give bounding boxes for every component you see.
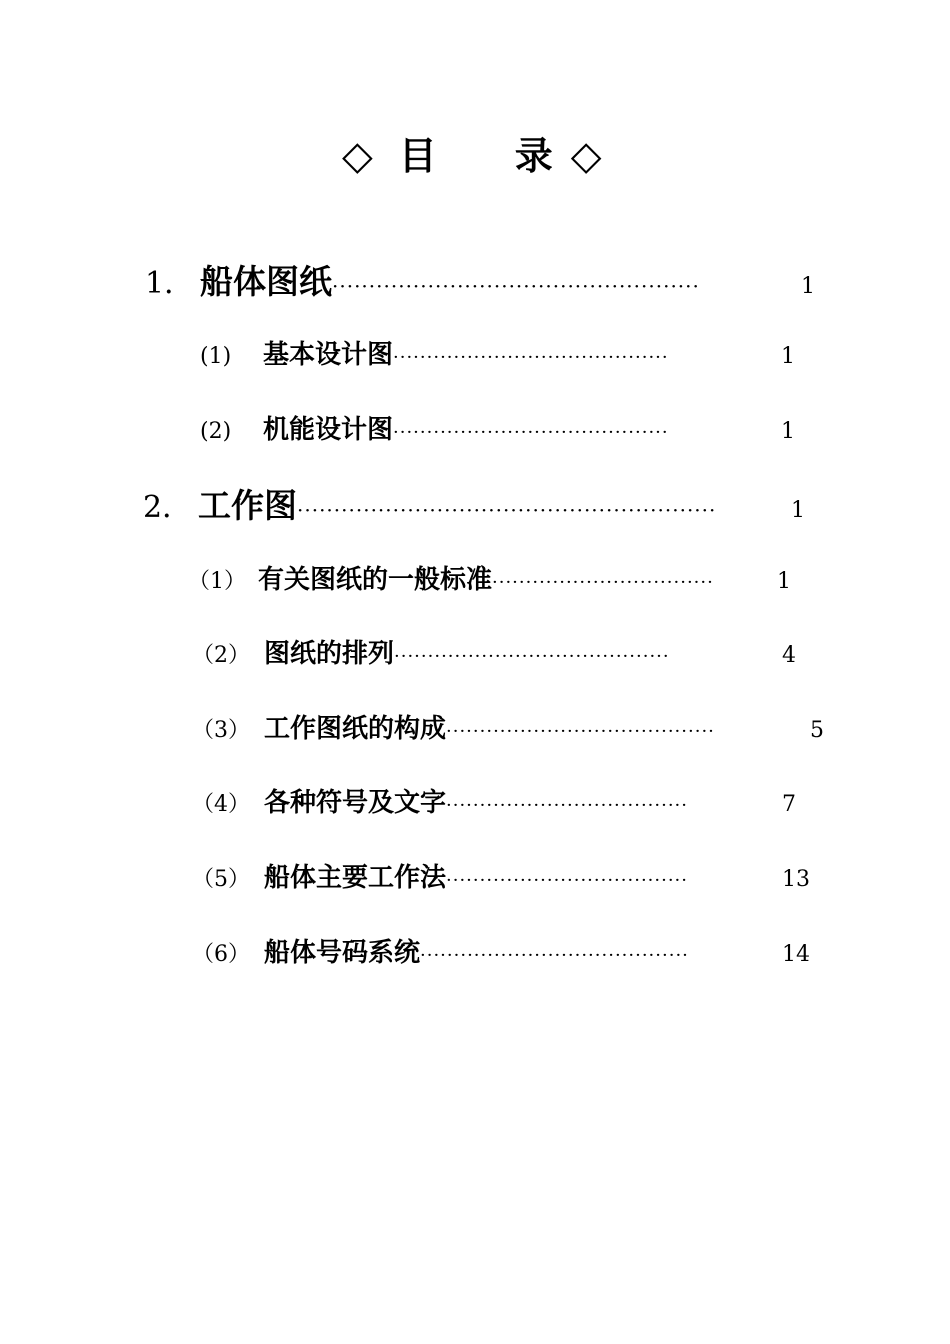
toc-entry-number: （1） (188, 569, 246, 594)
toc-entry-1-1[interactable] (200, 334, 795, 372)
toc-title (342, 128, 642, 184)
toc-leader-dots: ········································· (393, 347, 669, 368)
toc-entry-number: (1) (200, 344, 232, 369)
toc-entry-number: （5） (192, 867, 250, 892)
toc-entry-2-5[interactable] (192, 857, 810, 895)
toc-entry-number: （2） (192, 643, 250, 668)
toc-entry-number: （4） (192, 792, 250, 817)
toc-entry-label: 图纸的排列 (264, 639, 395, 669)
toc-leader-dots: ········································ (420, 945, 689, 966)
toc-leader-dots: ·················································· (332, 274, 700, 298)
toc-entry-label: 有关图纸的一般标准 (258, 565, 493, 595)
toc-page-number: 1 (801, 274, 815, 299)
toc-entry-2-1[interactable] (188, 559, 791, 597)
toc-leader-dots: ········································ (446, 721, 715, 742)
toc-leader-dots: ········································· (394, 646, 670, 667)
toc-page-number: 7 (782, 792, 796, 817)
toc-leader-dots: ···································· (446, 870, 688, 891)
toc-entry-2-3[interactable] (192, 708, 824, 746)
toc-entry-number: （3） (192, 718, 250, 743)
toc-entry-label: 基本设计图 (263, 340, 394, 370)
toc-page-number: 1 (781, 419, 795, 444)
right-diamond-icon: ◇ (570, 133, 602, 179)
toc-leader-dots: ································· (492, 572, 714, 593)
toc-page-number: 1 (791, 498, 805, 523)
toc-entry-label: 各种符号及文字 (264, 788, 447, 818)
toc-page-number: 14 (782, 942, 810, 967)
toc-page-number: 1 (777, 569, 791, 594)
toc-leader-dots: ········································· (393, 422, 669, 443)
toc-entry-label: 船体主要工作法 (264, 863, 447, 893)
toc-leader-dots: ···································· (446, 795, 688, 816)
toc-entry-2-6[interactable] (192, 932, 810, 970)
toc-page-number: 5 (810, 718, 824, 743)
toc-entry-number: (2) (200, 419, 232, 444)
left-diamond-icon: ◇ (342, 133, 373, 179)
toc-entry-1-2[interactable] (200, 409, 795, 447)
toc-entry-label: 船体图纸 (200, 262, 332, 301)
toc-entry-1[interactable] (145, 256, 815, 300)
toc-leader-dots: ························································· (297, 498, 717, 522)
toc-page-number: 13 (782, 867, 810, 892)
toc-entry-label: 工作图纸的构成 (264, 714, 447, 744)
toc-entry-2-2[interactable] (192, 633, 796, 671)
toc-entry-2-4[interactable] (192, 782, 796, 820)
toc-page-number: 4 (782, 643, 796, 668)
toc-entry-label: 工作图 (198, 486, 297, 525)
toc-entry-label: 船体号码系统 (264, 938, 421, 968)
toc-entry-number: （6） (192, 942, 250, 967)
toc-entry-number: 2． (143, 490, 193, 525)
toc-entry-2[interactable] (143, 480, 805, 524)
title-char-lu: 录 (514, 133, 553, 178)
toc-entry-number: 1． (145, 266, 195, 301)
toc-entry-label: 机能设计图 (263, 415, 394, 445)
toc-page-number: 1 (781, 344, 795, 369)
title-char-mu: 目 (398, 133, 437, 178)
